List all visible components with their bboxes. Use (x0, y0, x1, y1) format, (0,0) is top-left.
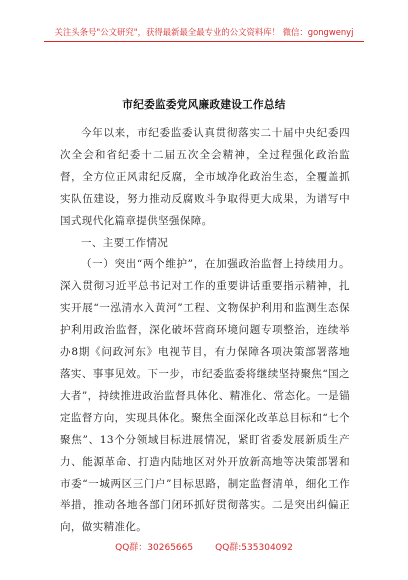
intro-paragraph: 今年以来，市纪委监委认真贯彻落实二十届中央纪委四次全会和省纪委十二届五次全会精神，全过程强化政治监督，全方位正风肃纪反腐，全市域净化政治生态，全覆盖抓实队伍建设，努力推动反腐败斗争取得更大成果，为谱写中国式现代化篇章提供坚强保障。 (60, 127, 350, 227)
document-body (60, 123, 350, 539)
header-promo-text: 关注头条号"公文研究"，获得最新最全最专业的公文资料库！ 微信：gongwenyj (54, 27, 354, 37)
document-title: 市纪委监委党风廉政建设工作总结 (122, 99, 286, 111)
footer-contact (0, 540, 408, 553)
section-heading: 一、主要工作情况 (81, 236, 169, 249)
footer-qq-primary: QQ群：30265665 (115, 543, 194, 553)
footer-qq-secondary: QQ群:535304092 (215, 543, 293, 553)
body-paragraph: （一）突出“两个维护”，在加强政治监督上持续用力。深入贯彻习近平总书记对工作的重要讲话重要指示精神，扎实开展“一泓清水入黄河”工程、文物保护利用和监测生态保护利用政治监督，深化破坏营商环境问题专项整治，连续举办8期《问政河东》电视节目，有力保障各项决策部署落地落实、事事见效。下一步，市纪委监委将继续坚持聚焦“国之大者”，持续推进政治监督具体化、精准化、常态化。一是锚定监督方向，实现具体化。聚焦全面深化改革总目标和“七个聚焦”、13个分领域目标进展情况，紧盯省委发展新质生产力、能源革命、打造内陆地区对外开放新高地等决策部署和市委“一城两区三门户”目标思路，制定监督清单，细化工作举措，推动各地各部门闭环抓好贯彻落实。二是突出纠偏正向，做实精准化。 (60, 258, 350, 534)
header-divider (44, 41, 364, 42)
